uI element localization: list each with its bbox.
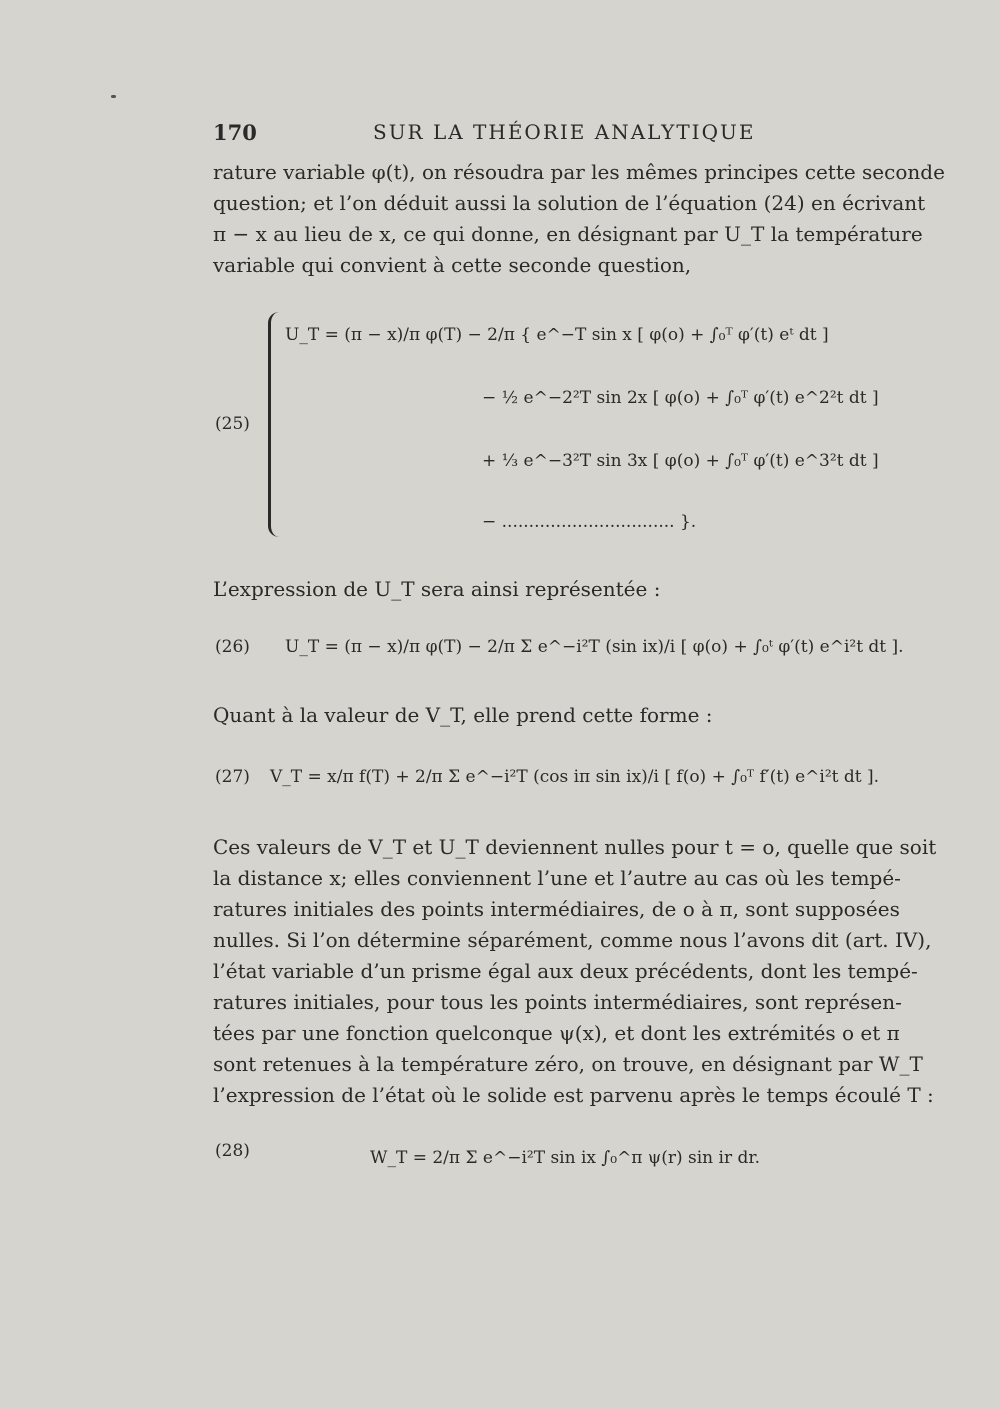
text-line: nulles. Si l’on détermine séparément, comme nous l’avons dit (art. IV),	[213, 928, 932, 952]
equation-number-25: (25)	[215, 414, 250, 434]
equation-system-brace	[268, 312, 279, 537]
text-line: ratures initiales, pour tous les points intermédiaires, sont représen-	[213, 990, 902, 1014]
equation-25-line-4: − ................................ }.	[482, 512, 697, 532]
equation-number-27: (27)	[215, 767, 250, 787]
running-head	[213, 120, 885, 150]
equation-27: V_T = x/π f(T) + 2/π Σ e^−i²T (cos iπ sin ix)/i [ f(o) + ∫₀ᵀ f′(t) e^i²t dt ].	[270, 767, 880, 787]
equation-25-line-3: + ⅓ e^−3²T sin 3x [ φ(o) + ∫₀ᵀ φ′(t) e^3²t dt ]	[482, 451, 879, 471]
ink-speck	[111, 95, 116, 98]
paragraph-value-vt	[213, 700, 885, 731]
text-line: L’expression de U_T sera ainsi représentée :	[213, 577, 661, 601]
page-number: 170	[213, 120, 257, 145]
paragraph-intro	[213, 157, 945, 281]
equation-number-26: (26)	[215, 637, 250, 657]
text-line: la distance x; elles conviennent l’une et l’autre au cas où les tempé-	[213, 866, 901, 890]
text-line: l’état variable d’un prisme égal aux deux précédents, dont les tempé-	[213, 959, 918, 983]
text-line: l’expression de l’état où le solide est parvenu après le temps écoulé T :	[213, 1083, 934, 1107]
text-line: Ces valeurs de V_T et U_T deviennent nulles pour t = o, quelle que soit	[213, 835, 937, 859]
text-line: tées par une fonction quelconque ψ(x), et dont les extrémités o et π	[213, 1021, 900, 1045]
text-line: variable qui convient à cette seconde question,	[213, 253, 692, 277]
text-line: rature variable φ(t), on résoudra par les mêmes principes cette seconde	[213, 160, 945, 184]
text-line: Quant à la valeur de V_T, elle prend cette forme :	[213, 703, 713, 727]
paragraph-expression-ut	[213, 574, 885, 605]
equation-number-28: (28)	[215, 1141, 250, 1161]
equation-25-line-1: U_T = (π − x)/π φ(T) − 2/π { e^−T sin x [ φ(o) + ∫₀ᵀ φ′(t) eᵗ dt ]	[285, 325, 829, 345]
equation-25-line-2: − ½ e^−2²T sin 2x [ φ(o) + ∫₀ᵀ φ′(t) e^2²t dt ]	[482, 388, 879, 408]
text-line: π − x au lieu de x, ce qui donne, en désignant par U_T la température	[213, 222, 923, 246]
equation-26: U_T = (π − x)/π φ(T) − 2/π Σ e^−i²T (sin ix)/i [ φ(o) + ∫₀ᵗ φ′(t) e^i²t dt ].	[285, 637, 904, 657]
running-title: SUR LA THÉORIE ANALYTIQUE	[373, 120, 756, 144]
text-line: sont retenues à la température zéro, on trouve, en désignant par W_T	[213, 1052, 923, 1076]
paragraph-main	[213, 832, 937, 1111]
text-line: ratures initiales des points intermédiaires, de o à π, sont supposées	[213, 897, 900, 921]
text-line: question; et l’on déduit aussi la solution de l’équation (24) en écrivant	[213, 191, 926, 215]
equation-28: W_T = 2/π Σ e^−i²T sin ix ∫₀^π ψ(r) sin ir dr.	[370, 1148, 761, 1168]
